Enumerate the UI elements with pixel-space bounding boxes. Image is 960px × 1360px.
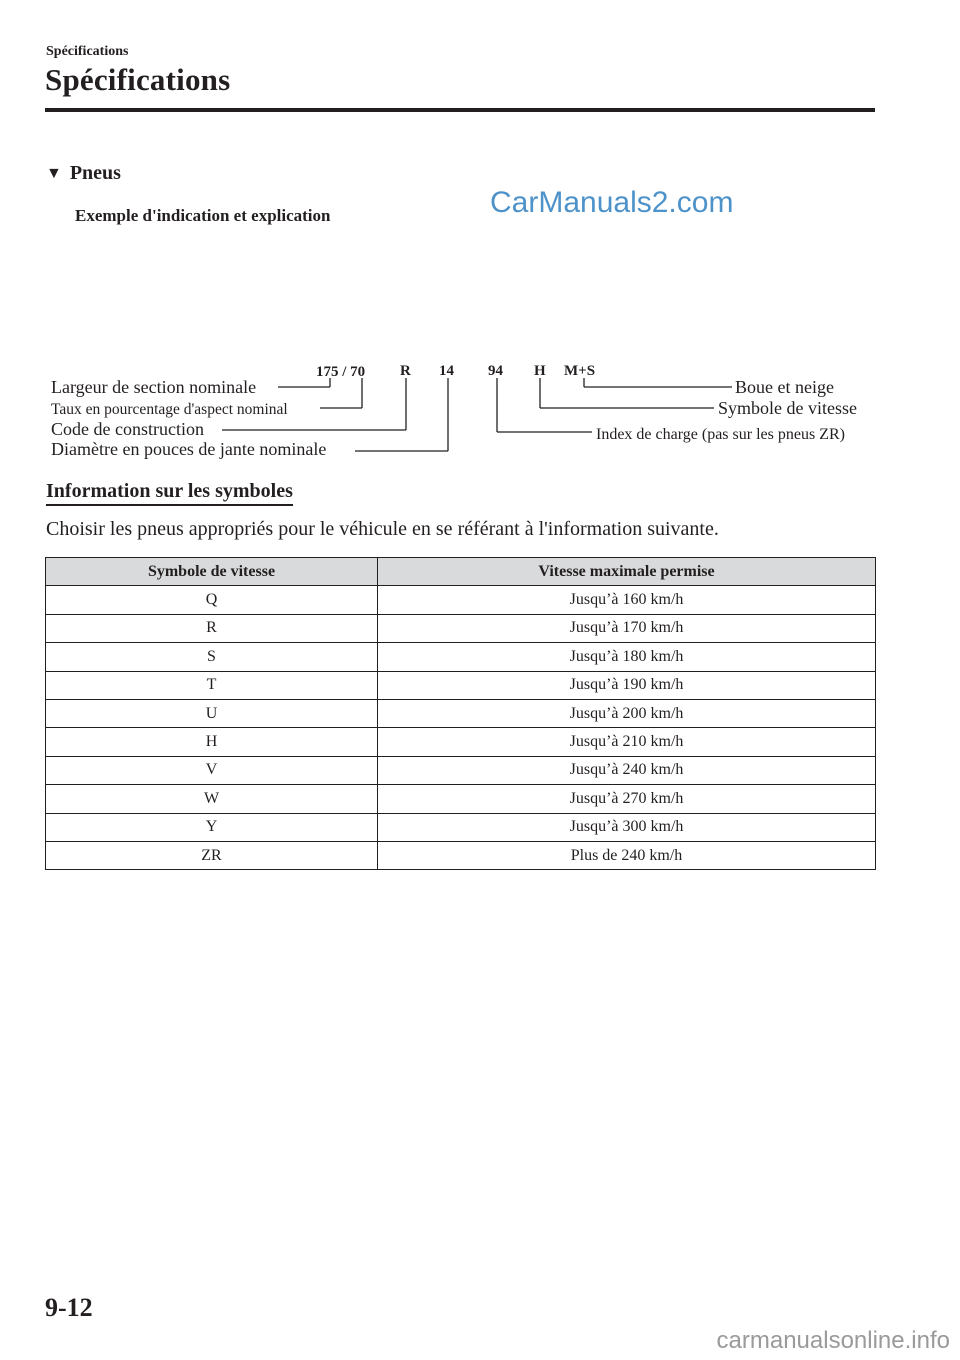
cell-symbol: Y bbox=[46, 813, 378, 841]
table-row bbox=[46, 699, 876, 727]
title-rule bbox=[45, 108, 875, 112]
label-mud-snow: Boue et neige bbox=[735, 377, 834, 397]
cell-speed: Jusqu’à 160 km/h bbox=[378, 586, 876, 614]
table-row bbox=[46, 785, 876, 813]
table-row bbox=[46, 643, 876, 671]
code-mud-snow: M+S bbox=[564, 363, 596, 379]
cell-speed: Jusqu’à 240 km/h bbox=[378, 756, 876, 784]
cell-speed: Jusqu’à 210 km/h bbox=[378, 728, 876, 756]
section-title-text: Pneus bbox=[69, 162, 121, 184]
code-rim: 14 bbox=[439, 363, 454, 379]
cell-speed: Plus de 240 km/h bbox=[378, 841, 876, 869]
table-row bbox=[46, 671, 876, 699]
cell-symbol: Q bbox=[46, 586, 378, 614]
breadcrumb: Spécifications bbox=[46, 44, 129, 59]
triangle-bullet-icon: ▼ bbox=[46, 164, 62, 182]
cell-symbol: S bbox=[46, 643, 378, 671]
code-speed: H bbox=[534, 363, 546, 379]
tire-code-diagram bbox=[0, 355, 900, 465]
cell-symbol: U bbox=[46, 699, 378, 727]
cell-speed: Jusqu’à 200 km/h bbox=[378, 699, 876, 727]
cell-symbol: H bbox=[46, 728, 378, 756]
cell-symbol: T bbox=[46, 671, 378, 699]
cell-speed: Jusqu’à 180 km/h bbox=[378, 643, 876, 671]
table-row bbox=[46, 586, 876, 614]
cell-speed: Jusqu’à 270 km/h bbox=[378, 785, 876, 813]
table-row bbox=[46, 614, 876, 642]
page-title: Spécifications bbox=[45, 62, 231, 97]
footer-watermark: carmanualsonline.info bbox=[716, 1327, 950, 1354]
table-row bbox=[46, 728, 876, 756]
cell-speed: Jusqu’à 300 km/h bbox=[378, 813, 876, 841]
table-row bbox=[46, 841, 876, 869]
label-rim-diameter: Diamètre en pouces de jante nominale bbox=[51, 439, 327, 459]
label-construction: Code de construction bbox=[51, 419, 204, 439]
cell-symbol: V bbox=[46, 756, 378, 784]
table-row bbox=[46, 756, 876, 784]
speed-symbol-table bbox=[45, 557, 876, 870]
column-header-symbol: Symbole de vitesse bbox=[46, 558, 378, 586]
code-construction: R bbox=[400, 363, 411, 379]
label-section-width: Largeur de section nominale bbox=[51, 377, 257, 397]
page-number: 9-12 bbox=[45, 1293, 93, 1322]
label-load-index: Index de charge (pas sur les pneus ZR) bbox=[596, 426, 845, 443]
code-load: 94 bbox=[488, 363, 503, 379]
label-speed-symbol: Symbole de vitesse bbox=[718, 398, 857, 418]
example-heading: Exemple d'indication et explication bbox=[75, 206, 331, 225]
label-aspect-ratio: Taux en pourcentage d'aspect nominal bbox=[51, 401, 288, 418]
table-header-row bbox=[46, 558, 876, 586]
cell-speed: Jusqu’à 190 km/h bbox=[378, 671, 876, 699]
cell-symbol: ZR bbox=[46, 841, 378, 869]
section-title bbox=[46, 162, 121, 185]
code-width-aspect: 175 / 70 bbox=[316, 364, 366, 380]
symbols-intro: Choisir les pneus appropriés pour le véhicule en se référant à l'information suivante. bbox=[46, 518, 719, 540]
cell-speed: Jusqu’à 170 km/h bbox=[378, 614, 876, 642]
cell-symbol: W bbox=[46, 785, 378, 813]
symbols-heading: Information sur les symboles bbox=[46, 480, 293, 506]
table-row bbox=[46, 813, 876, 841]
watermark-text: CarManuals2.com bbox=[490, 186, 734, 219]
cell-symbol: R bbox=[46, 614, 378, 642]
column-header-speed: Vitesse maximale permise bbox=[378, 558, 876, 586]
